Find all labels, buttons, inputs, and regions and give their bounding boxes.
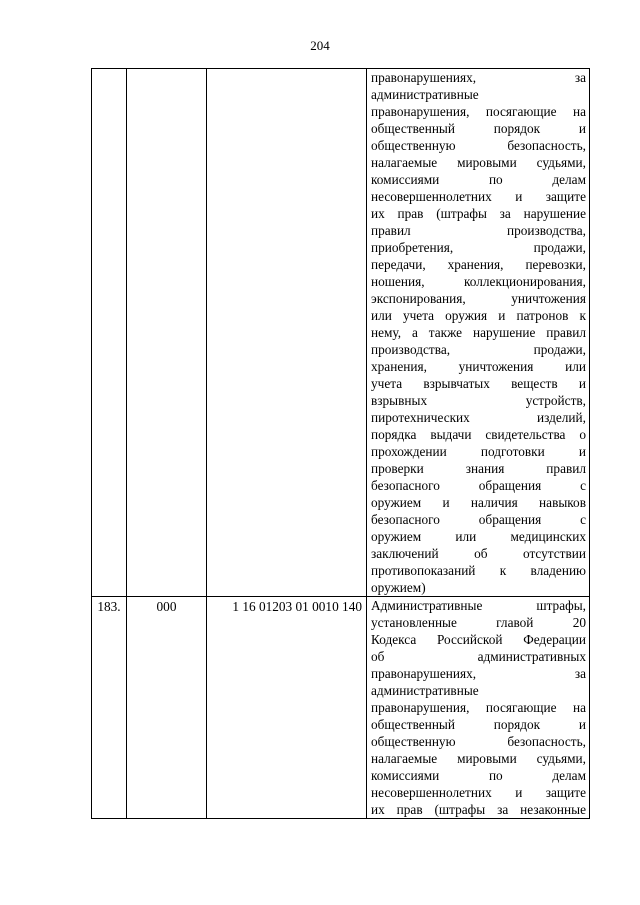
description-line: или учета оружия и патронов к [371, 308, 586, 323]
description-line: порядка выдачи свидетельства о [371, 427, 586, 442]
description-line: безопасного обращения с [371, 478, 586, 493]
description-line: учета взрывчатых веществ и [371, 376, 586, 391]
description-line: нему, а также нарушение правил [371, 325, 586, 340]
description-line: установленные главой 20 [371, 615, 586, 630]
description-line: пиротехнических изделий, [371, 410, 586, 425]
page-number: 204 [310, 38, 330, 53]
description-line: передачи, хранения, перевозки, [371, 257, 586, 272]
description-line: прохождении подготовки и [371, 444, 586, 459]
admin-code-cell: 000 [127, 597, 207, 819]
description-line: оружием и наличия навыков [371, 495, 586, 510]
description-line: общественную безопасность, [371, 138, 586, 153]
description-line: правонарушениях, за [371, 666, 586, 681]
description-line: ношения, коллекционирования, [371, 274, 586, 289]
description-line: производства, продажи, [371, 342, 586, 357]
description-line: комиссиями по делам [371, 172, 586, 187]
description-line: несовершеннолетних и защите [371, 785, 586, 800]
description-line: Кодекса Российской Федерации [371, 632, 586, 647]
table-row [92, 69, 590, 597]
description-line: проверки знания правил [371, 461, 586, 476]
description-line: противопоказаний к владению [371, 563, 586, 578]
table-row [92, 597, 590, 819]
description-line: об административных [371, 649, 586, 664]
description-line: хранения, уничтожения или [371, 359, 586, 374]
description-line: административные [371, 683, 479, 698]
description-line: безопасного обращения с [371, 512, 586, 527]
admin-code-cell [127, 69, 207, 597]
row-number-cell [92, 69, 127, 597]
description-line: их прав (штрафы за незаконные [371, 802, 586, 817]
description-line: правонарушения, посягающие на [371, 104, 586, 119]
description-line: приобретения, продажи, [371, 240, 586, 255]
description-line: налагаемые мировыми судьями, [371, 155, 586, 170]
description-line: правонарушения, посягающие на [371, 700, 586, 715]
budget-classification-table [91, 68, 590, 819]
description-line: общественный порядок и [371, 717, 586, 732]
classification-code-cell: 1 16 01203 01 0010 140 [207, 597, 367, 819]
description-line: правил производства, [371, 223, 586, 238]
description-line: оружием или медицинских [371, 529, 586, 544]
row-number-cell: 183. [92, 597, 127, 819]
description-line: комиссиями по делам [371, 768, 586, 783]
description-line: правонарушениях, за [371, 70, 586, 85]
description-line: несовершеннолетних и защите [371, 189, 586, 204]
description-cell [367, 69, 590, 597]
description-line: административные [371, 87, 479, 102]
description-line: Административные штрафы, [371, 598, 586, 613]
description-line: экспонирования, уничтожения [371, 291, 586, 306]
description-line: взрывных устройств, [371, 393, 586, 408]
description-line: оружием) [371, 580, 426, 595]
description-line: налагаемые мировыми судьями, [371, 751, 586, 766]
description-line: заключений об отсутствии [371, 546, 586, 561]
description-line: общественную безопасность, [371, 734, 586, 749]
description-line: общественный порядок и [371, 121, 586, 136]
classification-code-cell [207, 69, 367, 597]
description-line: их прав (штрафы за нарушение [371, 206, 586, 221]
description-cell [367, 597, 590, 819]
